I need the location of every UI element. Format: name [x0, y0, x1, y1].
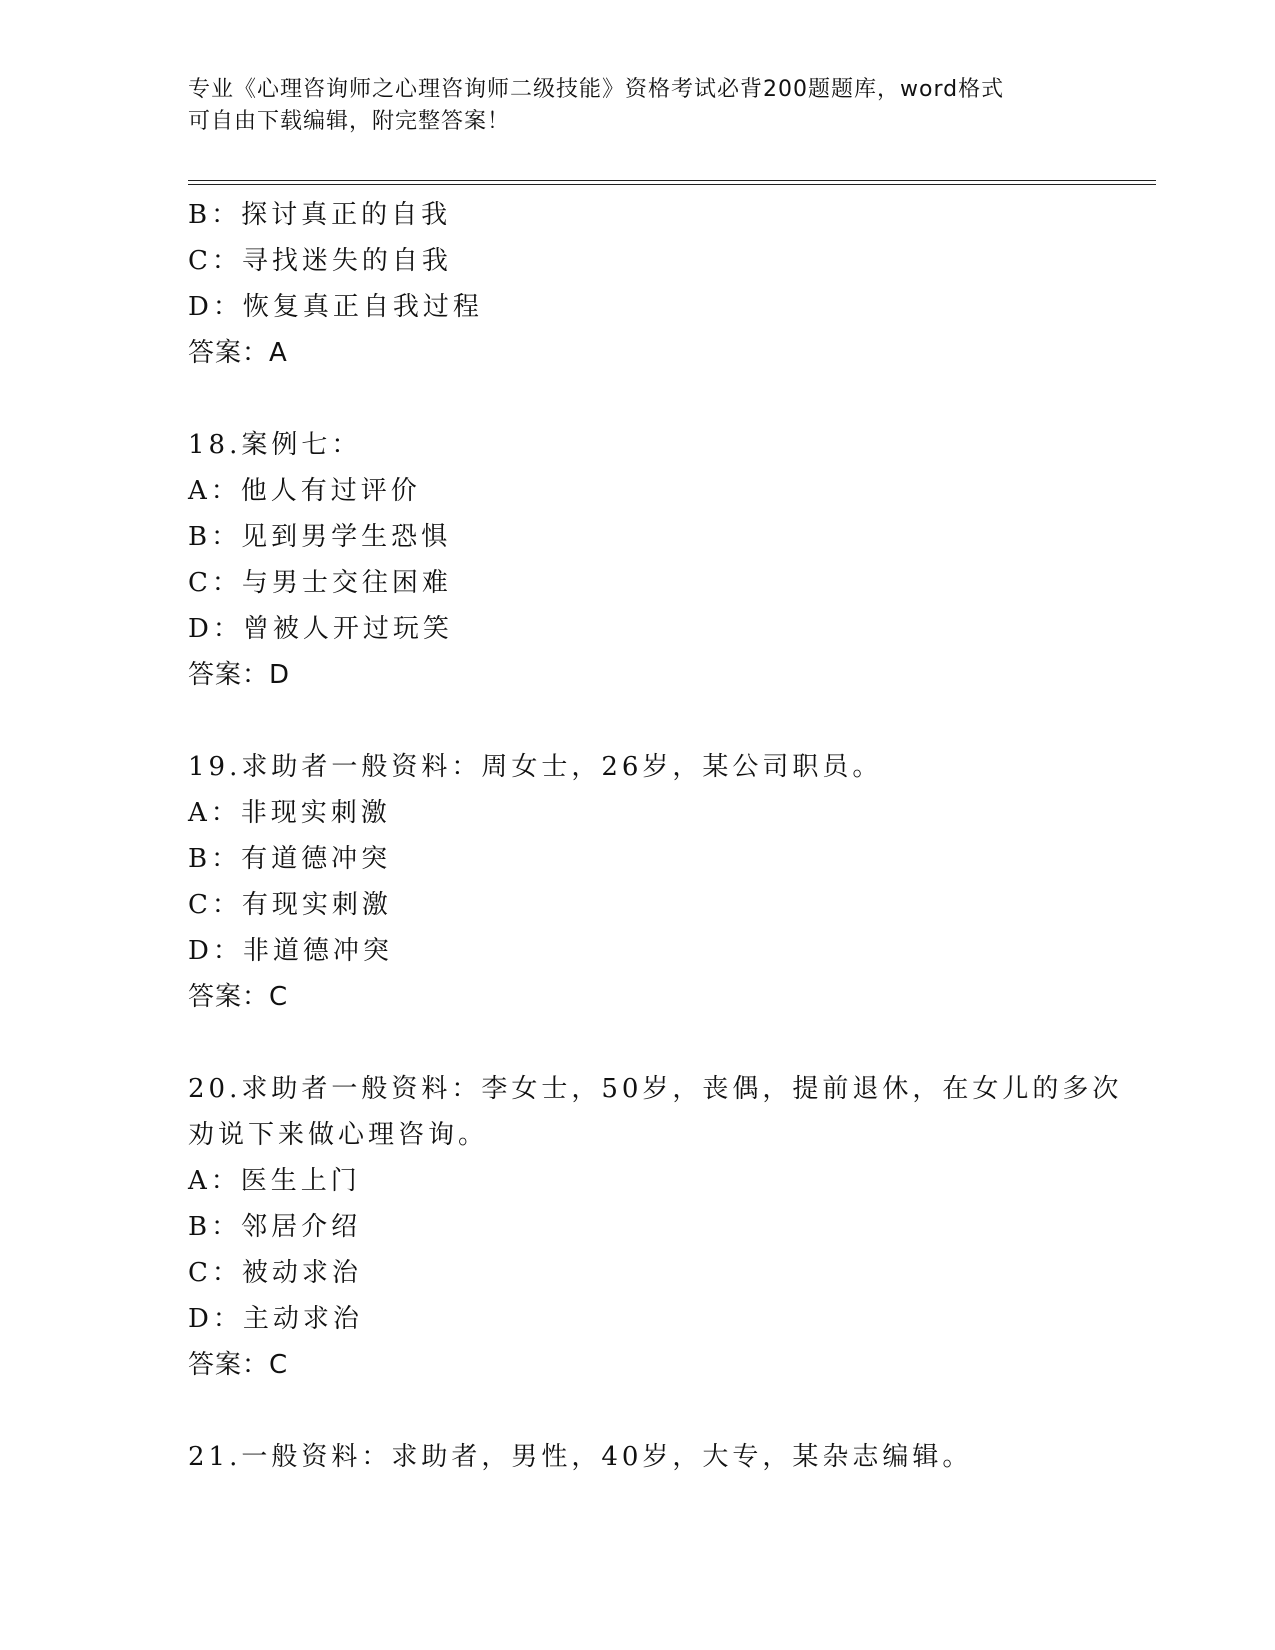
question-list — [188, 192, 1156, 1480]
option-c: C：有现实刺激 — [188, 890, 392, 920]
question-stem-line-2: 劝说下来做心理咨询。 — [188, 1120, 489, 1150]
spacer — [188, 376, 1156, 422]
option-d: D：非道德冲突 — [188, 936, 393, 966]
option-c: C：与男士交往困难 — [188, 568, 452, 598]
option-d: D：曾被人开过玩笑 — [188, 614, 453, 644]
header-divider-bottom — [188, 184, 1156, 185]
answer-line: 答案：D — [188, 660, 291, 690]
answer-line: 答案：A — [188, 338, 288, 368]
question-17 — [188, 192, 1156, 376]
header-line-1: 专业《心理咨询师之心理咨询师二级技能》资格考试必背200题题库，word格式 — [188, 77, 1005, 102]
question-stem: 21.一般资料：求助者，男性，40岁，大专，某杂志编辑。 — [188, 1442, 973, 1472]
question-20 — [188, 1066, 1156, 1388]
answer-line: 答案：C — [188, 1350, 289, 1380]
option-d: D：恢复真正自我过程 — [188, 292, 483, 322]
question-stem: 19.求助者一般资料：周女士，26岁，某公司职员。 — [188, 752, 883, 782]
option-b: B：有道德冲突 — [188, 844, 392, 874]
question-21 — [188, 1434, 1156, 1480]
option-b: B：探讨真正的自我 — [188, 200, 452, 230]
document-header — [188, 74, 1088, 138]
option-a: A：医生上门 — [188, 1166, 361, 1196]
answer-line: 答案：C — [188, 982, 289, 1012]
question-stem: 18.案例七： — [188, 430, 362, 460]
question-19 — [188, 744, 1156, 1020]
spacer — [188, 1388, 1156, 1434]
option-c: C：被动求治 — [188, 1258, 362, 1288]
header-divider-top — [188, 180, 1156, 181]
option-a: A：非现实刺激 — [188, 798, 391, 828]
spacer — [188, 1020, 1156, 1066]
option-b: B：邻居介绍 — [188, 1212, 362, 1242]
option-b: B：见到男学生恐惧 — [188, 522, 452, 552]
question-18 — [188, 422, 1156, 698]
option-a: A：他人有过评价 — [188, 476, 421, 506]
question-stem-line-1: 20.求助者一般资料：李女士，50岁，丧偶，提前退休，在女儿的多次 — [188, 1074, 1123, 1104]
option-c: C：寻找迷失的自我 — [188, 246, 452, 276]
option-d: D：主动求治 — [188, 1304, 363, 1334]
header-line-2: 可自由下载编辑，附完整答案！ — [188, 109, 511, 134]
spacer — [188, 698, 1156, 744]
